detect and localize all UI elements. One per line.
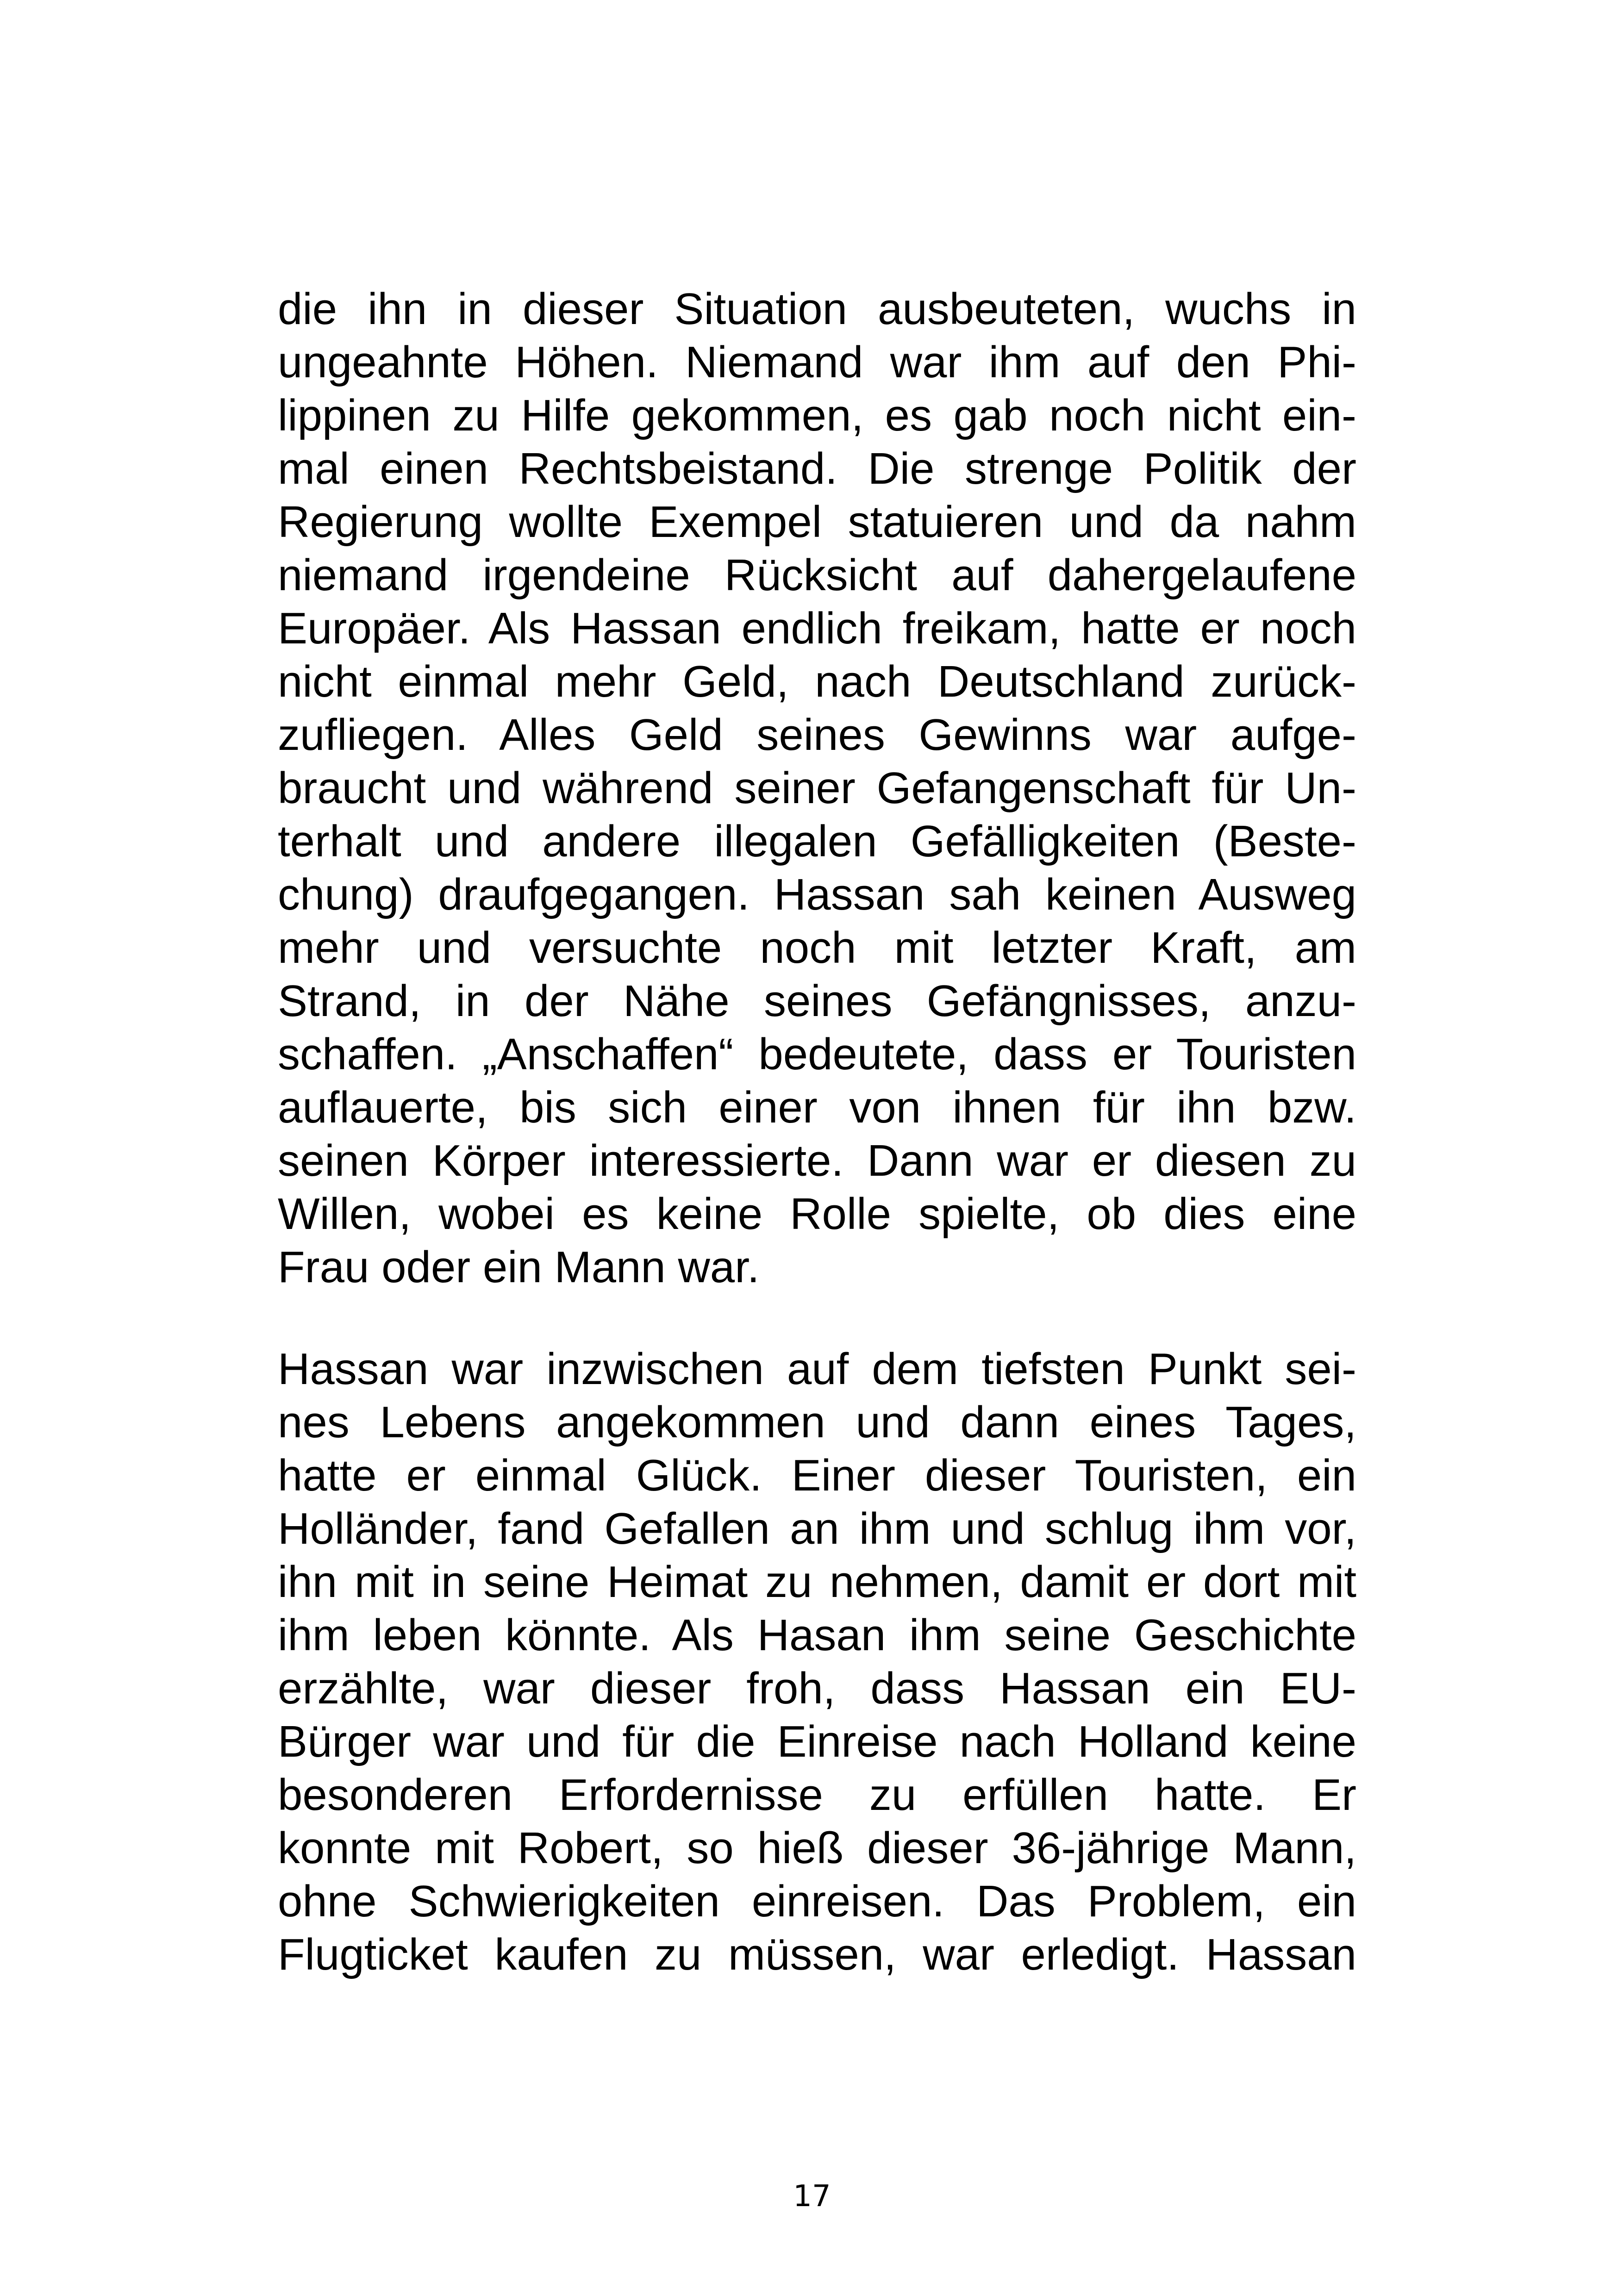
text-line: nes Lebens angekommen und dann eines Tages, (278, 1397, 1356, 1447)
text-line: konnte mit Robert, so hieß dieser 36-jährige Mann, (278, 1823, 1356, 1873)
text-line: niemand irgendeine Rücksicht auf dahergelaufene (278, 550, 1356, 600)
text-line: zufliegen. Alles Geld seines Gewinns war aufge- (278, 710, 1356, 760)
text-line: die ihn in dieser Situation ausbeuteten, wuchs in (278, 284, 1356, 334)
paragraph-1 (278, 282, 1356, 1294)
text-line: nicht einmal mehr Geld, nach Deutschland zurück- (278, 657, 1356, 706)
text-line: lippinen zu Hilfe gekommen, es gab noch nicht ein- (278, 391, 1356, 440)
text-line: Willen, wobei es keine Rolle spielte, ob dies eine (278, 1189, 1356, 1239)
text-line: Frau oder ein Mann war. (278, 1242, 760, 1292)
paragraph-2 (278, 1342, 1356, 1981)
text-line: schaffen. „Anschaffen“ bedeutete, dass er Touristen (278, 1029, 1356, 1079)
text-line: Europäer. Als Hassan endlich freikam, hatte er noch (278, 604, 1356, 653)
text-line: erzählte, war dieser froh, dass Hassan ein EU- (278, 1664, 1356, 1713)
text-line: Flugticket kaufen zu müssen, war erledigt. Hassan (278, 1930, 1356, 1979)
text-line: auflauerte, bis sich einer von ihnen für ihn bzw. (278, 1083, 1356, 1132)
text-line: hatte er einmal Glück. Einer dieser Touristen, ein (278, 1451, 1356, 1500)
text-line: Strand, in der Nähe seines Gefängnisses, anzu- (278, 976, 1356, 1026)
text-line: mehr und versuchte noch mit letzter Kraft, am (278, 923, 1356, 973)
text-line: Holländer, fand Gefallen an ihm und schlug ihm vor, (278, 1504, 1356, 1553)
text-line: Bürger war und für die Einreise nach Holland keine (278, 1717, 1356, 1766)
text-line: ohne Schwierigkeiten einreisen. Das Problem, ein (278, 1877, 1356, 1926)
text-line: besonderen Erfordernisse zu erfüllen hatte. Er (278, 1770, 1356, 1820)
text-line: braucht und während seiner Gefangenschaft für Un- (278, 763, 1356, 813)
text-line: ungeahnte Höhen. Niemand war ihm auf den Phi- (278, 337, 1356, 387)
text-line: mal einen Rechtsbeistand. Die strenge Politik der (278, 444, 1356, 493)
text-line: chung) draufgegangen. Hassan sah keinen Ausweg (278, 870, 1356, 919)
text-line: ihn mit in seine Heimat zu nehmen, damit er dort mit (278, 1557, 1356, 1607)
text-line: Regierung wollte Exempel statuieren und da nahm (278, 497, 1356, 547)
text-line: ihm leben könnte. Als Hasan ihm seine Geschichte (278, 1610, 1356, 1660)
text-line: Hassan war inzwischen auf dem tiefsten Punkt sei- (278, 1344, 1356, 1394)
text-line: seinen Körper interessierte. Dann war er diesen zu (278, 1136, 1356, 1185)
page-number: 17 (793, 2179, 831, 2214)
text-line: terhalt und andere illegalen Gefälligkeiten (Beste- (278, 817, 1356, 866)
